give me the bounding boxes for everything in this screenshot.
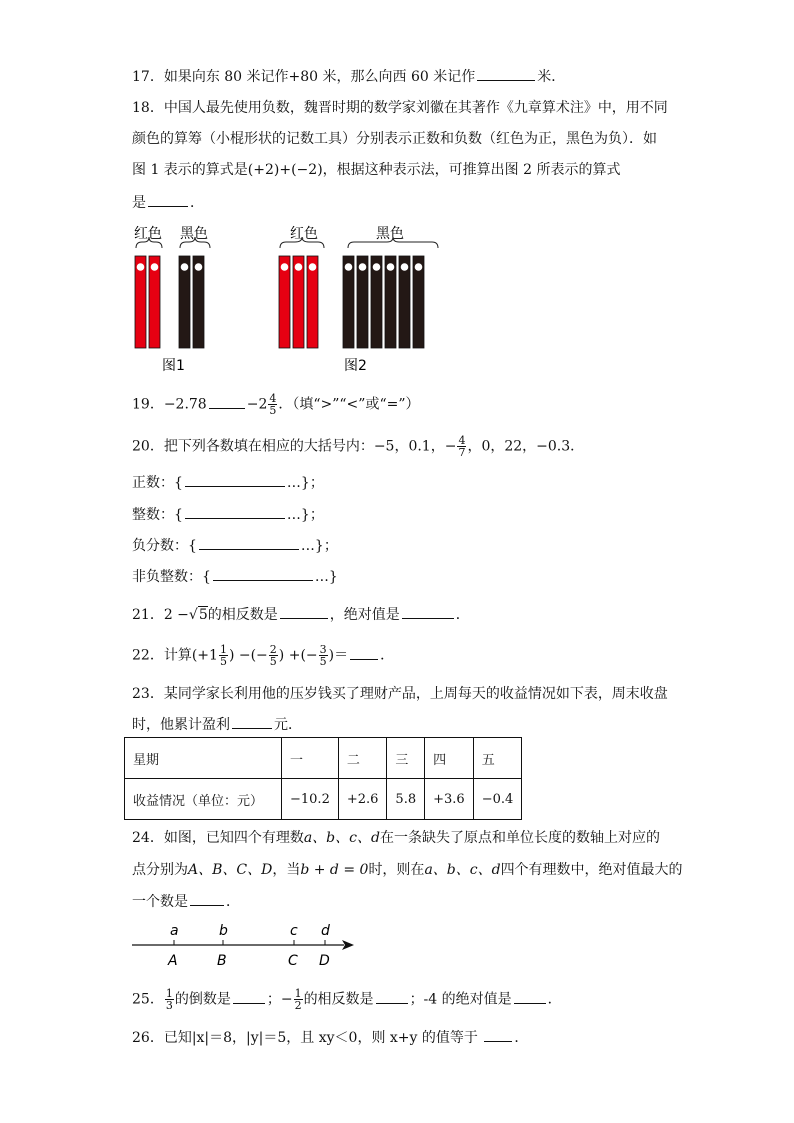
profit-table (124, 737, 522, 820)
rod-dot (281, 263, 289, 271)
category-negative-fraction: 负分数：{ …}； (132, 535, 338, 556)
label-A: A (168, 953, 178, 969)
table-cell: −10.2 (282, 779, 339, 820)
question-24-line-1: 24．如图，已知四个有理数a、b、c、d在一条缺失了原点和单位长度的数轴上对应的 (132, 830, 660, 846)
category-positive: 正数：{ …}； (132, 472, 324, 493)
question-18-line-2: 颜色的算筹（小棍形状的记数工具）分别表示正数和负数（红色为正，黑色为负）．如 (132, 131, 657, 147)
rod-dot (295, 263, 303, 271)
table-cell: 收益情况（单位：元） (125, 779, 282, 820)
question-22: 22．计算(+1 $\frac{1}{5}$ ) −(− $\frac{2}{5}$ ) +(− $\frac{3}{5}$ )＝ ． (132, 643, 395, 668)
fig2-rods (279, 256, 424, 348)
category-integer: 整数：{ …}； (132, 504, 324, 525)
fraction: $\frac{1}{2}$ (294, 987, 302, 1012)
question-25: 25． $\frac{1}{3}$ 的倒数是 ；− $\frac{1}{2}$ 的相反数是 ；-4 的绝对值是 ． (132, 987, 562, 1012)
rod-dot (359, 263, 367, 271)
rod-dot (309, 263, 317, 271)
table-cell: +2.6 (338, 779, 387, 820)
answer-blank[interactable] (232, 714, 272, 729)
answer-blank[interactable] (402, 604, 454, 619)
question-19: 19．−2.78 −2 $\frac{4}{5}$ ．（填“>”“<”或“=”） (132, 392, 420, 417)
table-cell: 五 (473, 738, 522, 779)
fraction: $\frac{2}{5}$ (269, 643, 277, 668)
fig1-rods (135, 256, 204, 348)
fraction: $\frac{1}{3}$ (165, 987, 173, 1012)
question-18-line-1: 18．中国人最先使用负数，魏晋时期的数学家刘徽在其著作《九章算术注》中，用不同 (132, 100, 668, 116)
answer-blank[interactable] (350, 645, 378, 660)
answer-blank[interactable] (199, 535, 299, 550)
fig2-caption: 图2 (344, 358, 367, 374)
fig1-red-label: 红色 (134, 226, 162, 242)
table-row (125, 738, 522, 779)
table-cell: 星期 (125, 738, 282, 779)
question-18-line-4: 是 ． (132, 192, 204, 213)
fraction: $\frac{4}{7}$ (458, 434, 466, 459)
label-a: a (170, 923, 179, 939)
rod-dot (373, 263, 381, 271)
fig1-caption: 图1 (162, 358, 185, 374)
fig2-black-label: 黑色 (376, 226, 404, 242)
question-24-line-3: 一个数是 ． (132, 891, 240, 912)
rod-dot (195, 263, 203, 271)
label-D: D (319, 953, 330, 969)
question-24-line-2: 点分别为A、B、C、D，当b + d = 0时，则在a、b、c、d四个有理数中，绝对值最大的 (132, 862, 683, 878)
label-c: c (290, 923, 298, 939)
label-b: b (219, 923, 228, 939)
answer-blank[interactable] (185, 504, 285, 519)
answer-blank[interactable] (376, 989, 408, 1004)
label-d: d (321, 923, 330, 939)
question-21: 21．2 −√5的相反数是 ，绝对值是 ． (132, 604, 470, 625)
answer-blank[interactable] (280, 604, 328, 619)
fig1-black-label: 黑色 (180, 226, 208, 242)
table-cell: 一 (282, 738, 339, 779)
fig2-black-brace (348, 237, 438, 248)
counting-rods-figure (132, 222, 462, 377)
table-cell: 三 (387, 738, 425, 779)
rod-dot (151, 263, 159, 271)
answer-blank[interactable] (209, 394, 245, 409)
rod-dot (401, 263, 409, 271)
answer-blank[interactable] (233, 989, 265, 1004)
table-cell: +3.6 (425, 779, 474, 820)
category-nonnegative-integer: 非负整数：{ …} (132, 566, 338, 587)
question-18-line-3: 图 1 表示的算式是(+2)+(−2)，根据这种表示法，可推算出图 2 所表示的算式 (132, 162, 621, 178)
table-cell: 四 (425, 738, 474, 779)
fig2-red-label: 红色 (290, 226, 318, 242)
question-17: 17．如果向东 80 米记作+80 米，那么向西 60 米记作 米． (132, 66, 565, 87)
answer-blank[interactable] (148, 192, 188, 207)
answer-blank[interactable] (213, 566, 313, 581)
rod-dot (387, 263, 395, 271)
table-row (125, 779, 522, 820)
table-cell: 二 (338, 738, 387, 779)
rod-dot (137, 263, 145, 271)
table-cell: 5.8 (387, 779, 425, 820)
question-20: 20．把下列各数填在相应的大括号内：−5，0.1，− $\frac{4}{7}$ ，0，22，−0.3． (132, 434, 585, 459)
fraction: $\frac{1}{5}$ (219, 643, 227, 668)
rod-dot (181, 263, 189, 271)
table-cell: −0.4 (473, 779, 522, 820)
label-C: C (288, 953, 298, 969)
answer-blank[interactable] (484, 1027, 512, 1042)
fraction: $\frac{4}{5}$ (269, 392, 277, 417)
fraction: $\frac{3}{5}$ (319, 643, 327, 668)
question-23-line-1: 23．某同学家长利用他的压岁钱买了理财产品，上周每天的收益情况如下表，周末收盘 (132, 686, 668, 702)
answer-blank[interactable] (190, 891, 224, 906)
answer-blank[interactable] (514, 989, 546, 1004)
question-26: 26．已知|x|＝8，|y|＝5，且 xy＜0，则 x+y 的值等于 ． (132, 1027, 528, 1048)
answer-blank[interactable] (477, 66, 535, 81)
number-line (132, 920, 362, 970)
rod-dot (415, 263, 423, 271)
rod-dot (345, 263, 353, 271)
answer-blank[interactable] (185, 472, 285, 487)
label-B: B (217, 953, 227, 969)
question-23-line-2: 时，他累计盈利 元． (132, 714, 302, 735)
